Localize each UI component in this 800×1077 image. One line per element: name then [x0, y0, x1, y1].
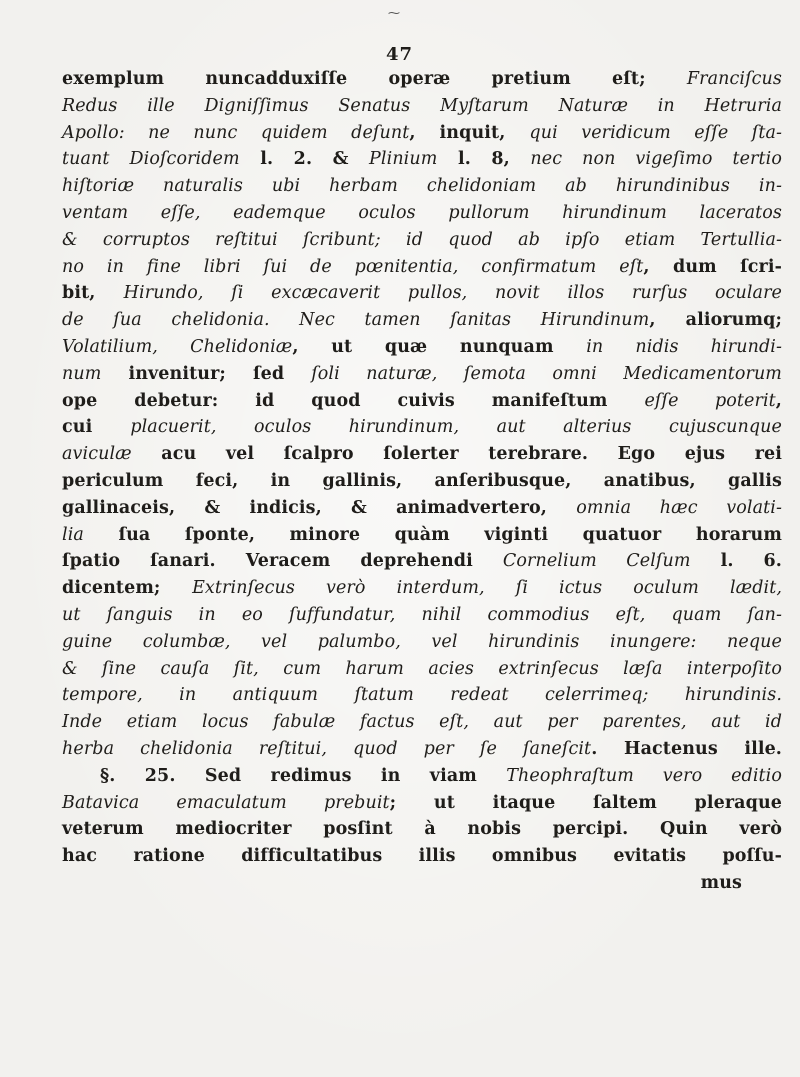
text-line: §. 25. Sed redimus in viam Theophraſtum vero editio [100, 765, 782, 786]
text-line: herba chelidonia reſtitui, quod per ſe ſaneſcit. Hactenus ille. [62, 738, 783, 759]
text-line: & ſine cauſa ſit, cum harum acies extrinſecus læſa interpoſito [62, 658, 782, 679]
text-line: num invenitur; ſed ſoli naturæ, ſemota omni Medicamentorum [62, 363, 783, 384]
text-line: hac ratione difficultatibus illis omnibus evitatis poſſu- [62, 846, 782, 867]
page-number: 47 [386, 44, 414, 65]
text-line: aviculæ acu vel ſcalpro ſolerter terebrare. Ego ejus rei [62, 444, 782, 465]
text-line: periculum feci, in gallinis, anſeribusque, anatibus, gallis [62, 470, 782, 491]
text-line: hiſtoriæ naturalis ubi herbam chelidoniam ab hirundinibus in- [62, 176, 782, 197]
text-line: de ſua chelidonia. Nec tamen ſanitas Hirundinum, aliorumq; [62, 310, 782, 331]
text-line: mus [700, 872, 742, 893]
text-line: ſpatio ſanari. Veracem deprehendi Cornelium Celſum l. 6. [62, 551, 782, 572]
text-line: cui placuerit, oculos hirundinum, aut alterius cujuscunque [62, 417, 782, 438]
text-line: Apollo: ne nunc quidem deſunt, inquit, qui veridicum eſſe ſta- [62, 122, 782, 143]
text-line: ope debetur: id quod cuivis manifeſtum eſſe poterit, [62, 390, 782, 411]
text-line: exemplum nuncadduxiſſe operæ pretium eſt; Franciſcus [62, 69, 782, 89]
text-line: veterum mediocriter posſint à nobis percipi. Quin verò [62, 819, 782, 840]
text-line: dicentem; Extrinſecus verò interdum, ſi ictus oculum lædit, [62, 578, 783, 599]
text-line: tuant Dioſcoridem l. 2. & Plinium l. 8, nec non vigeſimo tertio [62, 149, 782, 170]
text-line: ut ſanguis in eo ſuffundatur, nihil commodius eſt, quam ſan- [62, 604, 782, 625]
text-line: bit, Hirundo, ſi excæcaverit pullos, novit illos rurſus oculare [62, 283, 783, 304]
body-text [62, 66, 782, 897]
text-line: Volatilium, Chelidoniæ, ut quæ nunquam in nidis hirundi- [62, 336, 783, 357]
text-line: & corruptos reſtitui ſcribunt; id quod ab ipſo etiam Tertullia- [62, 229, 782, 250]
text-line: Inde etiam locus fabulæ factus eſt, aut per parentes, aut id [62, 712, 782, 733]
text-line: ventam eſſe, eademque oculos pullorum hirundinum laceratos [62, 202, 782, 223]
text-line: tempore, in antiquum ſtatum redeat celerrimeq; hirundinis. [62, 685, 782, 706]
text-line: lia ſua ſponte, minore quàm viginti quatuor horarum [62, 524, 782, 545]
text-line: Redus ille Digniſſimus Senatus Myſtarum Naturæ in Hetruria [62, 95, 782, 116]
text-line: gallinaceis, & indicis, & animadvertero, omnia hæc volati- [62, 497, 782, 518]
text-line: guine columbæ, vel palumbo, vel hirundinis inungere: neque [62, 631, 782, 652]
text-line: Batavica emaculatum prebuit; ut itaque ſaltem pleraque [62, 792, 782, 813]
text-line: no in fine libri ſui de pœnitentia, confirmatum eſt, dum ſcri- [62, 256, 782, 277]
top-mark: ⁓ [388, 6, 400, 20]
